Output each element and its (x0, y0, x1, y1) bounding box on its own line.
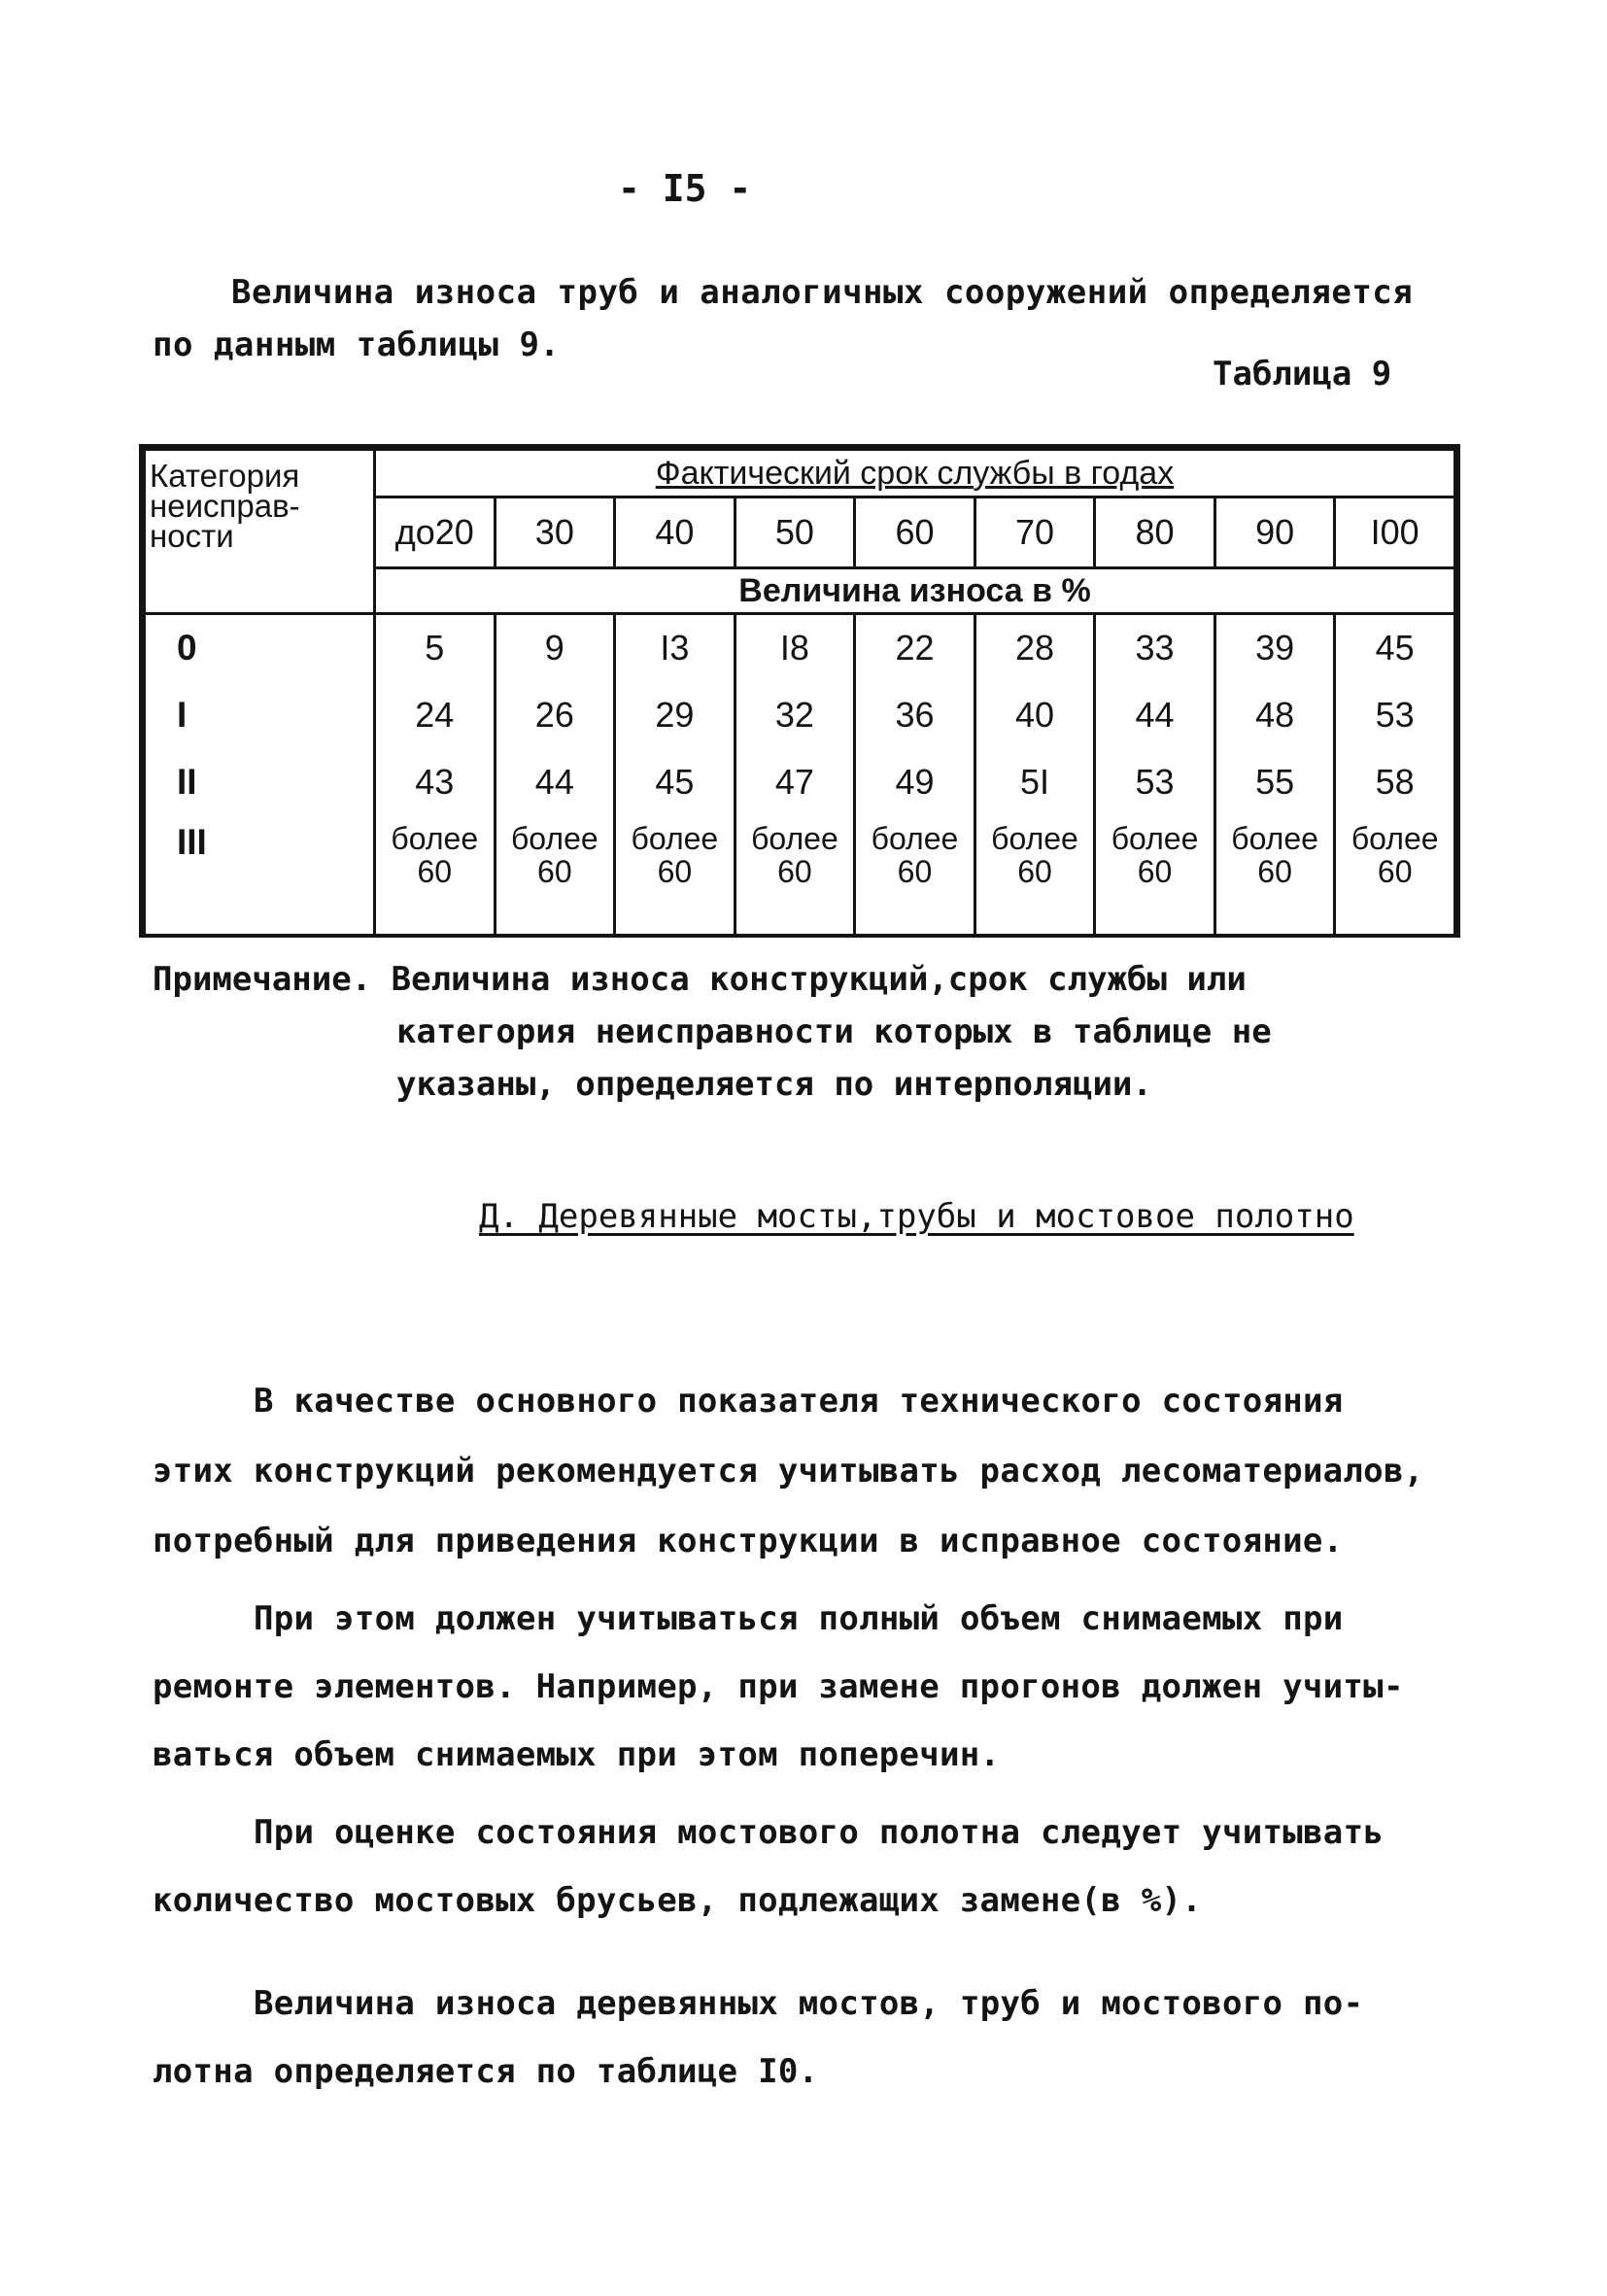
wear-value: 58 (1335, 749, 1455, 817)
service-life-header: Фактический срок службы в годах (375, 450, 1455, 497)
paragraph-2-line-2: ремонте элементов. Например, при замене прогонов должен учиты- (153, 1667, 1404, 1706)
note-line-2: категория неисправности которых в таблице не (396, 1012, 1272, 1051)
wear-value: 49 (855, 749, 975, 817)
page-number: - I5 - (618, 167, 752, 210)
more-word: более (1111, 821, 1199, 857)
wear-value: 26 (495, 681, 615, 749)
wear-value: I8 (735, 614, 855, 682)
paragraph-1-line-1: В качестве основного показателя технического состояния (254, 1382, 1344, 1421)
more-value: 60 (1257, 854, 1292, 890)
table-row-1 (145, 681, 1455, 749)
wear-value (735, 816, 855, 934)
wear-value: 53 (1095, 749, 1215, 817)
wear-value: 28 (974, 614, 1095, 682)
year-header: 90 (1214, 497, 1335, 568)
wear-value: 40 (974, 681, 1095, 749)
table-row-0 (145, 614, 1455, 682)
wear-value: 47 (735, 749, 855, 817)
paragraph-3-line-2: количество мостовых брусьев, подлежащих замене(в %). (153, 1881, 1203, 1920)
wear-value: 39 (1214, 614, 1335, 682)
wear-value: 5 (375, 614, 496, 682)
table-row-2 (145, 749, 1455, 817)
paragraph-3-line-1: При оценке состояния мостового полотна следует учитывать (254, 1813, 1385, 1852)
paragraph-4-line-2: лотна определяется по таблице I0. (153, 2052, 819, 2091)
wear-value: 45 (1335, 614, 1455, 682)
wear-value (855, 816, 975, 934)
category-header-line-3: ности (150, 518, 234, 554)
table-label: Таблица 9 (1213, 355, 1392, 394)
wear-value (1335, 816, 1455, 934)
wear-value: I3 (615, 614, 735, 682)
intro-line-2: по данным таблицы 9. (153, 326, 561, 364)
category-cell: III (145, 816, 375, 934)
more-value: 60 (1137, 854, 1173, 890)
year-header: 50 (735, 497, 855, 568)
category-cell: I (145, 681, 375, 749)
year-header: 40 (615, 497, 735, 568)
note-line-1: Примечание. Величина износа конструкций,срок службы или (153, 960, 1247, 999)
paragraph-1-line-3: потребный для приведения конструкции в исправное состояние. (153, 1522, 1344, 1560)
year-header: I00 (1335, 497, 1455, 568)
more-value: 60 (897, 854, 933, 890)
wear-value (974, 816, 1095, 934)
paragraph-4-line-1: Величина износа деревянных мостов, труб и мостового по- (254, 1984, 1364, 2023)
more-value: 60 (1017, 854, 1052, 890)
more-word: более (631, 821, 719, 857)
table-row-3 (145, 816, 1455, 934)
more-value: 60 (657, 854, 693, 890)
year-header: 60 (855, 497, 975, 568)
wear-value: 32 (735, 681, 855, 749)
more-word: более (871, 821, 959, 857)
wear-value: 48 (1214, 681, 1335, 749)
wear-value (375, 816, 496, 934)
category-header-line-2: неисправ- (150, 488, 300, 524)
year-header: 30 (495, 497, 615, 568)
more-value: 60 (537, 854, 572, 890)
wear-value: 53 (1335, 681, 1455, 749)
paragraph-1-line-2: этих конструкций рекомендуется учитывать расход лесоматериалов, (153, 1452, 1424, 1491)
more-word: более (510, 821, 598, 857)
more-value: 60 (1377, 854, 1413, 890)
more-word: более (1231, 821, 1318, 857)
wear-value: 44 (495, 749, 615, 817)
wear-value (1095, 816, 1215, 934)
wear-value (1214, 816, 1335, 934)
more-word: более (391, 821, 479, 857)
year-header: 70 (974, 497, 1095, 568)
more-word: более (751, 821, 838, 857)
category-cell: II (145, 749, 375, 817)
more-value: 60 (417, 854, 453, 890)
more-value: 60 (777, 854, 812, 890)
wear-value: 36 (855, 681, 975, 749)
note-line-3: указаны, определяется по интерполяции. (396, 1065, 1152, 1104)
wear-value (615, 816, 735, 934)
paragraph-2-line-3: ваться объем снимаемых при этом поперечин. (153, 1735, 1001, 1774)
category-cell: 0 (145, 614, 375, 682)
wear-value: 45 (615, 749, 735, 817)
intro-line-1: Величина износа труб и аналогичных сооружений определяется (231, 273, 1414, 312)
wear-table (139, 444, 1460, 938)
wear-header: Величина износа в % (375, 568, 1455, 614)
wear-value: 29 (615, 681, 735, 749)
wear-value: 24 (375, 681, 496, 749)
paragraph-2-line-1: При этом должен учитываться полный объем снимаемых при (254, 1599, 1344, 1638)
wear-value: 43 (375, 749, 496, 817)
wear-value: 9 (495, 614, 615, 682)
wear-table-grid (143, 448, 1456, 934)
year-header: до20 (375, 497, 496, 568)
wear-value: 22 (855, 614, 975, 682)
category-header-line-1: Категория (150, 458, 300, 494)
wear-value: 33 (1095, 614, 1215, 682)
wear-value: 5I (974, 749, 1095, 817)
wear-value: 55 (1214, 749, 1335, 817)
more-word: более (1351, 821, 1439, 857)
category-header (145, 450, 375, 614)
wear-value (495, 816, 615, 934)
more-word: более (991, 821, 1078, 857)
year-header: 80 (1095, 497, 1215, 568)
section-heading: Д. Деревянные мосты,трубы и мостовое полотно (479, 1197, 1354, 1236)
wear-value: 44 (1095, 681, 1215, 749)
